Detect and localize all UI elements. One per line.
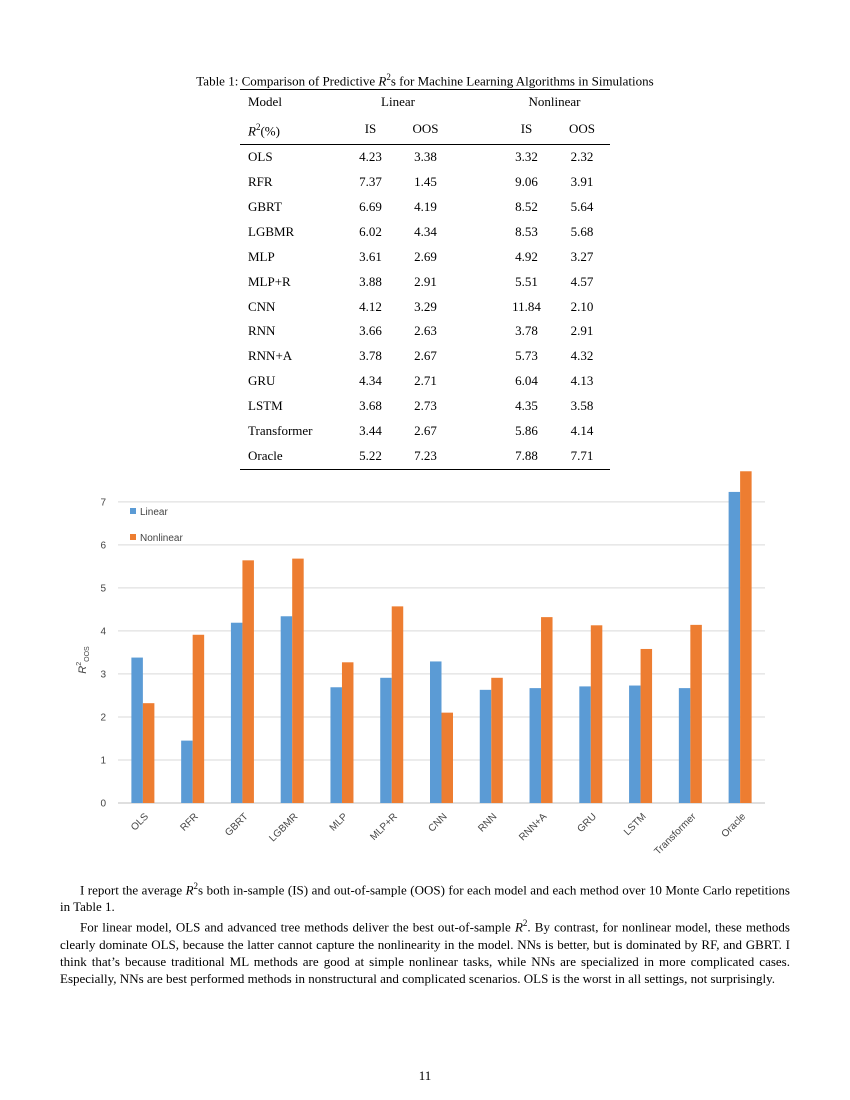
x-tick-label: MLP+R: [368, 811, 400, 843]
cell-linear-is: 3.44: [359, 423, 382, 439]
x-tick-label: OLS: [129, 811, 152, 834]
x-tick-label: LSTM: [622, 811, 649, 838]
cell-gap: [453, 344, 499, 369]
cell-model: GBRT: [248, 198, 282, 214]
table-row: [240, 220, 610, 245]
table-subheader-row: [240, 115, 610, 145]
legend-swatch-linear: [130, 508, 136, 514]
metric-unit: (%): [260, 123, 280, 139]
cell-nonlinear-is: 3.78: [515, 323, 538, 339]
bar-linear-gbrt: [231, 623, 243, 803]
page-number: 11: [418, 1068, 432, 1083]
cell-model: GRU: [248, 373, 276, 389]
x-tick-label: Transformer: [652, 811, 699, 858]
bar-linear-transformer: [679, 688, 691, 803]
cell-gap: [453, 245, 499, 270]
body-text: [60, 878, 790, 987]
table-row: [240, 444, 610, 469]
x-tick-label: RNN+A: [517, 811, 550, 844]
legend: [130, 507, 183, 544]
cell-nonlinear-oos: 2.32: [570, 149, 594, 165]
y-tick-label: 5: [100, 583, 106, 595]
cell-linear-is: 3.61: [359, 248, 382, 264]
table-row: [240, 344, 610, 369]
table-row: [240, 394, 610, 419]
x-tick-label: RFR: [178, 811, 201, 834]
header-linear: Linear: [343, 90, 453, 115]
table-row: [240, 369, 610, 394]
bar-linear-oracle: [729, 492, 741, 803]
cell-gap: [453, 145, 499, 170]
cell-linear-oos: 4.34: [414, 223, 437, 239]
bar-nonlinear-oracle: [740, 471, 752, 803]
bar-nonlinear-rnn: [491, 678, 503, 803]
cell-model: Oracle: [240, 444, 343, 469]
cell-nonlinear-oos: 2.91: [570, 323, 594, 339]
bar-linear-lstm: [629, 686, 641, 803]
cell-nonlinear-oos: 4.14: [570, 423, 594, 439]
caption-suffix: s for Machine Learning Algorithms in Simulations: [390, 73, 654, 89]
header-nonlinear: Nonlinear: [499, 90, 610, 115]
cell-linear-is: 4.34: [359, 373, 382, 389]
metric-sup: 2: [255, 121, 261, 132]
header-lin-oos: OOS: [398, 115, 453, 145]
x-tick-label: LGBMR: [267, 811, 301, 845]
cell-gap: [453, 195, 499, 220]
cell-linear-oos: 1.45: [414, 174, 437, 190]
cell-nonlinear-oos: 2.10: [570, 298, 594, 314]
cell-gap: [453, 369, 499, 394]
header-nl-oos: OOS: [554, 115, 610, 145]
cell-nonlinear-is: 5.86: [515, 423, 538, 439]
y-tick-label: 0: [100, 798, 106, 810]
cell-nonlinear-is: 6.04: [515, 373, 538, 389]
bar-chart-svg: [60, 468, 780, 868]
cell-linear-oos: 2.67: [414, 348, 437, 364]
y-axis-label: $R^2_{OOS}$: [76, 646, 91, 674]
cell-nonlinear-oos: 4.57: [570, 273, 594, 289]
cell-linear-is: 7.37: [359, 174, 382, 190]
table-row: [240, 295, 610, 320]
cell-linear-is: 3.66: [359, 323, 382, 339]
cell-gap: [453, 319, 499, 344]
bar-linear-rnn-a: [530, 688, 542, 803]
results-table: [240, 89, 610, 470]
cell-linear-is: 4.12: [359, 298, 382, 314]
cell-linear-oos: 2.73: [414, 398, 437, 414]
cell-linear-oos: 4.19: [414, 198, 437, 214]
cell-gap: [453, 444, 499, 469]
cell-nonlinear-is: 5.73: [515, 348, 538, 364]
y-tick-label: 1: [100, 755, 106, 767]
bar-nonlinear-gbrt: [242, 560, 254, 803]
bar-linear-ols: [131, 658, 143, 803]
cell-nonlinear-oos: 7.71: [554, 444, 610, 469]
cell-model: RNN+A: [248, 348, 293, 364]
table-row: [240, 319, 610, 344]
bar-chart: [60, 468, 780, 868]
header-model: Model: [240, 90, 343, 115]
paragraph-2: For linear model, OLS and advanced tree methods deliver the best out-of-sample $R^2$. By contrast, for nonlinear model, these methods clearly dominate OLS, because the latter cannot capture the nonlinearity in the model. NNs is better, but is dominated by RF, and GBRT. I think that’s because traditional ML methods are good at simple nonlinear tasks, while NNs are specialized in more complicated cases. Especially, NNs are best performed methods in nonstructural and complicated scenarios. OLS is the worst in all settings, not surprisingly.: [60, 918, 790, 986]
bar-linear-rnn: [480, 690, 492, 803]
cell-nonlinear-oos: 3.58: [570, 398, 594, 414]
cell-linear-is: 6.69: [359, 198, 382, 214]
y-tick-label: 2: [100, 712, 106, 724]
cell-linear-oos: 2.91: [414, 273, 437, 289]
bar-nonlinear-mlp-r: [392, 606, 404, 803]
caption-prefix: Table 1: Comparison of Predictive: [196, 73, 379, 89]
table-row: [240, 245, 610, 270]
header-nl-is: IS: [499, 115, 554, 145]
caption-symbol: R: [378, 73, 387, 89]
cell-gap: [453, 170, 499, 195]
cell-nonlinear-is: 8.52: [515, 198, 538, 214]
table-caption: [0, 72, 850, 89]
cell-nonlinear-oos: 3.27: [570, 248, 594, 264]
table-row: [240, 195, 610, 220]
x-tick-label: GRU: [575, 811, 599, 835]
bar-nonlinear-transformer: [690, 625, 702, 803]
table-row: [240, 270, 610, 295]
cell-nonlinear-is: 7.88: [499, 444, 554, 469]
cell-linear-oos: 2.67: [414, 423, 437, 439]
header-metric: [240, 115, 343, 145]
cell-nonlinear-is: 8.53: [515, 223, 538, 239]
x-tick-label: Oracle: [719, 811, 749, 840]
cell-model: RFR: [248, 174, 273, 190]
bar-layer: [131, 471, 751, 803]
cell-linear-oos: 2.71: [414, 373, 437, 389]
cell-linear-oos: 7.23: [398, 444, 453, 469]
x-tick-label: GBRT: [223, 811, 251, 839]
legend-swatch-nonlinear: [130, 534, 136, 540]
x-tick-label: CNN: [426, 811, 450, 835]
cell-nonlinear-oos: 4.32: [570, 348, 594, 364]
cell-model: MLP+R: [248, 273, 291, 289]
bar-nonlinear-mlp: [342, 662, 354, 803]
cell-gap: [453, 394, 499, 419]
y-tick-label: 3: [100, 669, 106, 681]
table-row: [240, 145, 610, 170]
cell-linear-oos: 3.29: [414, 298, 437, 314]
cell-model: MLP: [248, 248, 275, 264]
bar-linear-gru: [579, 686, 591, 803]
y-tick-label: 6: [100, 540, 106, 552]
cell-linear-oos: 3.38: [414, 149, 437, 165]
cell-nonlinear-is: 11.84: [512, 298, 541, 314]
x-tick-label: RNN: [476, 811, 500, 835]
table-header-row: [240, 90, 610, 115]
legend-label-nonlinear: Nonlinear: [140, 533, 183, 544]
cell-nonlinear-oos: 5.64: [570, 198, 594, 214]
bar-nonlinear-rfr: [193, 635, 205, 803]
table-row: [240, 419, 610, 444]
y-tick-label: 4: [100, 626, 106, 638]
cell-model: CNN: [248, 298, 276, 314]
cell-nonlinear-oos: 5.68: [570, 223, 594, 239]
cell-linear-is: 4.23: [359, 149, 382, 165]
bar-nonlinear-lgbmr: [292, 559, 304, 803]
cell-linear-is: 6.02: [359, 223, 382, 239]
caption-sup: 2: [386, 72, 391, 82]
cell-model: RNN: [248, 323, 276, 339]
cell-linear-oos: 2.69: [414, 248, 437, 264]
cell-model: LSTM: [248, 398, 283, 414]
cell-gap: [453, 270, 499, 295]
cell-model: Transformer: [248, 423, 313, 439]
cell-model: LGBMR: [248, 223, 295, 239]
legend-label-linear: Linear: [140, 507, 168, 518]
cell-gap: [453, 419, 499, 444]
cell-linear-is: 5.22: [343, 444, 398, 469]
cell-linear-oos: 2.63: [414, 323, 437, 339]
table-body: [240, 145, 610, 470]
x-tick-label: MLP: [327, 811, 351, 834]
bar-linear-rfr: [181, 741, 193, 803]
bar-nonlinear-rnn-a: [541, 617, 553, 803]
bar-linear-mlp-r: [380, 678, 392, 803]
cell-nonlinear-is: 4.92: [515, 248, 538, 264]
cell-nonlinear-oos: 3.91: [570, 174, 594, 190]
cell-linear-is: 3.68: [359, 398, 382, 414]
y-tick-label: 7: [100, 497, 106, 509]
table-row: [240, 170, 610, 195]
bar-nonlinear-ols: [143, 703, 155, 803]
bar-nonlinear-lstm: [641, 649, 653, 803]
cell-gap: [453, 220, 499, 245]
cell-nonlinear-is: 5.51: [515, 273, 538, 289]
cell-nonlinear-is: 4.35: [515, 398, 538, 414]
paragraph-1: I report the average $R^2s$ both in-sample (IS) and out-of-sample (OOS) for each model and each method over 10 Monte Carlo repetitions in Table 1.: [60, 881, 790, 915]
bar-linear-mlp: [330, 687, 342, 803]
bar-nonlinear-gru: [591, 625, 603, 803]
cell-linear-is: 3.78: [359, 348, 382, 364]
bar-nonlinear-cnn: [442, 713, 454, 803]
bar-linear-cnn: [430, 661, 442, 803]
header-lin-is: IS: [343, 115, 398, 145]
cell-nonlinear-oos: 4.13: [570, 373, 594, 389]
metric-symbol: R: [248, 123, 256, 139]
cell-model: OLS: [248, 149, 273, 165]
cell-nonlinear-is: 9.06: [515, 174, 538, 190]
cell-nonlinear-is: 3.32: [515, 149, 538, 165]
cell-linear-is: 3.88: [359, 273, 382, 289]
bar-linear-lgbmr: [281, 616, 293, 803]
cell-gap: [453, 295, 499, 320]
